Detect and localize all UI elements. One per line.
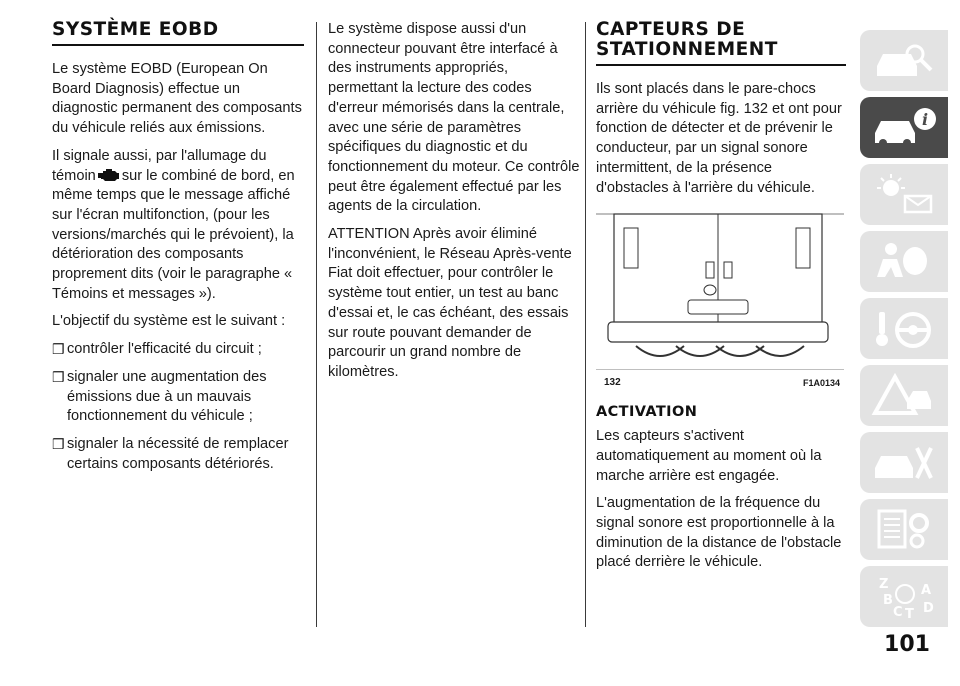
paragraph: Le système EOBD (European On Board Diagnosis) effectue un diagnostic permanent des composants du véhicule reliés aux émissions. xyxy=(52,61,302,137)
tab-technical-data[interactable] xyxy=(860,499,948,560)
paragraph: Ils sont placés dans le pare-chocs arrière du véhicule fig. 132 et ont pour fonction de détecter et de prévenir le conducteur, par un signal sonore intermittent, de la présence d'obstacles à l'arrière du véhicule. xyxy=(596,81,842,196)
svg-text:B: B xyxy=(883,592,893,608)
tab-index[interactable] xyxy=(860,566,948,627)
van-rear-illustration xyxy=(596,210,844,370)
tab-car-search[interactable] xyxy=(860,30,948,91)
column-divider-1 xyxy=(316,22,317,627)
checkbox-bullet-icon: ❒ xyxy=(52,341,65,358)
checkbox-bullet-icon: ❒ xyxy=(52,368,65,385)
svg-text:i: i xyxy=(921,109,929,129)
section-title-parking-sensors: CAPTEURS DE STATIONNEMENT xyxy=(596,19,778,60)
tab-maintenance[interactable] xyxy=(860,432,948,493)
list-item: ❒ signaler la nécessité de remplacer certains composants détériorés. xyxy=(52,435,304,474)
car-tools-icon xyxy=(869,438,939,488)
tab-emergency[interactable] xyxy=(860,365,948,426)
svg-text:A: A xyxy=(921,582,932,598)
spec-sheet-gears-icon xyxy=(869,505,939,555)
left-column xyxy=(52,20,304,482)
paragraph: Les capteurs s'activent automatiquement au moment où la marche arrière est engagée. xyxy=(596,428,822,484)
car-info-icon xyxy=(869,103,939,153)
roadside-warning-icon xyxy=(869,371,939,421)
paragraph-attention: ATTENTION Après avoir éliminé l'inconvénient, le Réseau Après-vente Fiat doit effectuer, pour contrôler le système tout entier, un test au banc d'essai et, le cas échéant, des essais sur route pouvant demander de parcourir un grand nombre de kilomètres. xyxy=(328,226,572,380)
tab-warning-lights[interactable] xyxy=(860,164,948,225)
right-column xyxy=(596,20,846,581)
chapter-tabs-sidebar xyxy=(860,30,948,633)
figure-number: 132 xyxy=(604,377,621,389)
middle-column xyxy=(328,20,580,391)
paragraph: L'augmentation de la fréquence du signal sonore est proportionnelle à la diminution de la distance de l'obstacle placé derrière le véhicule. xyxy=(596,495,842,571)
svg-text:D: D xyxy=(923,600,934,616)
paragraph-warning-light: Il signale aussi, par l'allumage du témoin sur le combiné de bord, en même temps que le message affiché sur l'écran multifonction, (pour les versions/marchés qui le prévoient), la détérioration des composants proprement dits (voir le paragraphe « Témoins et messages »). xyxy=(52,147,295,302)
page-number: 101 xyxy=(884,632,930,657)
warning-light-message-icon xyxy=(869,170,939,220)
svg-text:C: C xyxy=(893,604,903,620)
section-title-eobd: SYSTÈME EOBD xyxy=(52,19,219,40)
subtitle-activation: ACTIVATION xyxy=(596,404,698,421)
airbag-passenger-icon xyxy=(869,237,939,287)
list-item: ❒ contrôler l'efficacité du circuit ; xyxy=(52,340,304,360)
tab-safety[interactable] xyxy=(860,231,948,292)
column-divider-2 xyxy=(585,22,586,627)
title-underline xyxy=(52,44,304,46)
svg-text:Z: Z xyxy=(879,576,889,592)
figure-rear-bumper-sensors xyxy=(596,210,844,390)
list-item: ❒ signaler une augmentation des émissions due à un mauvais fonctionnement du véhicule ; xyxy=(52,368,304,427)
figure-code: F1A0134 xyxy=(802,378,840,389)
engine-warning-icon xyxy=(98,168,120,182)
paragraph: Le système dispose aussi d'un connecteur pouvant être interfacé à des instruments appropriés, permettant la lecture des codes d'erreur mémorisés dans la centrale, avec une série de paramètres spécifiques du diagnostic et du fonctionnement du moteur. Ce contrôle peut être également effectué par les agents de la circulation. xyxy=(328,21,580,215)
title-underline xyxy=(596,64,846,66)
tab-starting-driving[interactable] xyxy=(860,298,948,359)
svg-text:T: T xyxy=(905,606,914,622)
car-search-icon xyxy=(869,36,939,86)
steering-key-icon xyxy=(869,304,939,354)
tab-car-info[interactable] xyxy=(860,97,948,158)
alphabetical-index-icon xyxy=(869,572,939,622)
paragraph: L'objectif du système est le suivant : xyxy=(52,313,286,330)
checkbox-bullet-icon: ❒ xyxy=(52,435,65,452)
